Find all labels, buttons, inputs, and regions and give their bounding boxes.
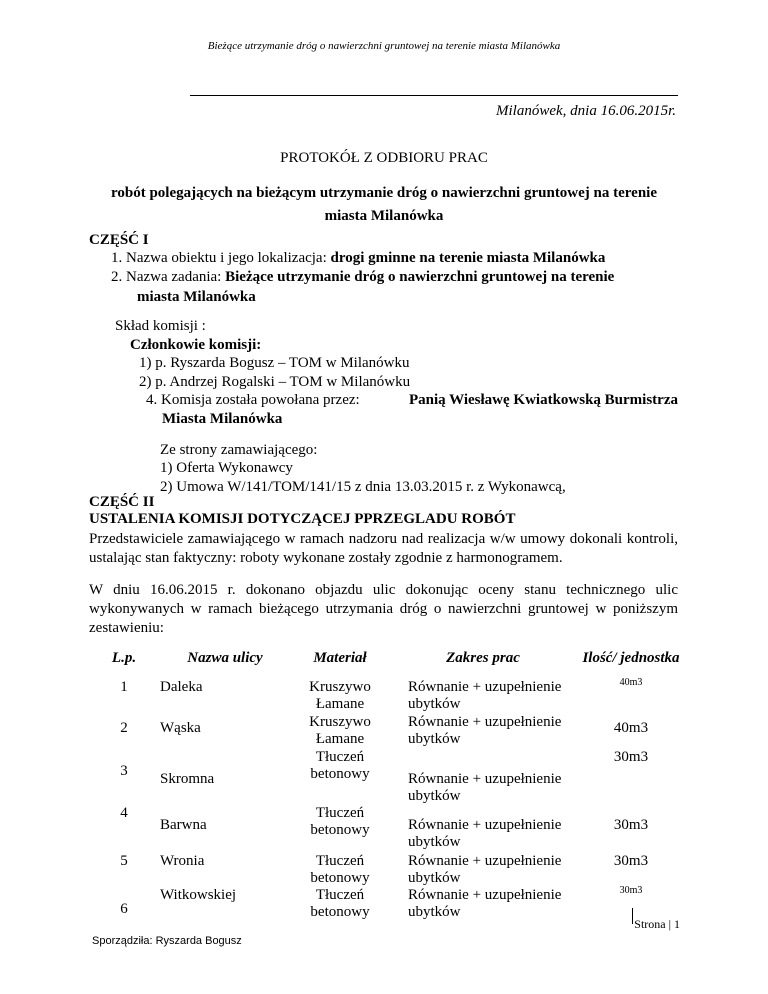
cell-street: Wąska bbox=[160, 720, 201, 736]
item4-label: 4. Komisja została powołana przez: bbox=[146, 392, 360, 408]
cell-material: Kruszywo Łamane bbox=[309, 679, 371, 712]
footer-divider bbox=[632, 908, 633, 924]
item2-value: Bieżące utrzymanie dróg o nawierzchni gruntowej na terenie bbox=[225, 269, 615, 285]
cell-lp: 6 bbox=[120, 901, 128, 917]
item4-value: Panią Wiesławę Kwiatkowską Burmistrza bbox=[408, 392, 678, 408]
cell-quantity: 40m3 bbox=[619, 677, 643, 688]
cell-material: Kruszywo Łamane bbox=[309, 714, 371, 747]
works-table bbox=[88, 637, 686, 921]
header-scope: Zakres prac bbox=[446, 649, 520, 666]
table-row bbox=[88, 853, 686, 887]
cell-quantity: 40m3 bbox=[613, 720, 649, 736]
cell-material: Tłuczeń betonowy bbox=[310, 749, 370, 782]
cell-scope: Równanie + uzupełnienie ubytków bbox=[408, 714, 562, 747]
client-label: Ze strony zamawiającego: bbox=[160, 442, 318, 458]
header-material: Materiał bbox=[313, 649, 367, 666]
table-row bbox=[88, 714, 686, 749]
cell-lp: 1 bbox=[120, 679, 128, 695]
members-label: Członkowie komisji: bbox=[130, 337, 262, 353]
client-doc-1: 1) Oferta Wykonawcy bbox=[160, 460, 293, 476]
header-divider bbox=[190, 95, 678, 96]
item1-label: Nazwa obiektu i jego lokalizacja: bbox=[126, 250, 331, 266]
cell-scope: Równanie + uzupełnienie ubytków bbox=[408, 817, 562, 850]
cell-scope: Równanie + uzupełnienie ubytków bbox=[408, 771, 562, 804]
header-quantity: Ilość/ jednostka bbox=[582, 649, 680, 666]
page-number: Strona | 1 bbox=[634, 917, 680, 931]
client-doc-2: 2) Umowa W/141/TOM/141/15 z dnia 13.03.2015 r. z Wykonawcą, bbox=[160, 479, 566, 495]
part1-heading: CZĘŚĆ I bbox=[89, 232, 149, 248]
cell-lp: 4 bbox=[120, 805, 128, 821]
table-row bbox=[88, 679, 686, 714]
item-number: 1. bbox=[111, 250, 126, 266]
member-2: 2) p. Andrzej Rogalski – TOM w Milanówku bbox=[139, 374, 411, 390]
cell-scope: Równanie + uzupełnienie ubytków bbox=[408, 853, 562, 886]
table-row bbox=[88, 749, 686, 805]
document-title: PROTOKÓŁ Z ODBIORU PRAC bbox=[280, 150, 488, 166]
cell-street: Daleka bbox=[160, 679, 203, 695]
cell-lp: 3 bbox=[120, 763, 128, 779]
item2-label: Nazwa zadania: bbox=[126, 269, 226, 285]
cell-lp: 2 bbox=[120, 720, 128, 736]
item4-value-cont: Miasta Milanówka bbox=[162, 411, 283, 427]
cell-street: Skromna bbox=[160, 771, 215, 787]
cell-material: Tłuczeń betonowy bbox=[310, 887, 370, 920]
place-date: Milanówek, dnia 16.06.2015r. bbox=[496, 103, 676, 119]
cell-quantity: 30m3 bbox=[619, 885, 643, 896]
part1-item-4 bbox=[146, 380, 678, 409]
part1-item-2 bbox=[111, 269, 614, 286]
part2-paragraph-2: W dniu 16.06.2015 r. dokonano objazdu ulic dokonując oceny stanu technicznego ulic wykonywanych w ramach bieżącego utrzymania dróg o nawierzchni gruntowej w poniższym zestawieniu: bbox=[89, 582, 678, 636]
table-row bbox=[88, 805, 686, 853]
part1-item-1 bbox=[111, 250, 605, 267]
cell-street: Wronia bbox=[160, 853, 205, 869]
page-header: Bieżące utrzymanie dróg o nawierzchni gruntowej na terenie miasta Milanówka bbox=[207, 40, 561, 52]
cell-scope: Równanie + uzupełnienie ubytków bbox=[408, 679, 562, 712]
cell-quantity: 30m3 bbox=[613, 853, 649, 869]
cell-scope: Równanie + uzupełnienie ubytków bbox=[408, 887, 562, 920]
table-header-row bbox=[88, 637, 686, 679]
cell-street: Barwna bbox=[160, 817, 207, 833]
cell-lp: 5 bbox=[120, 853, 128, 869]
footer-author: Sporządziła: Ryszarda Bogusz bbox=[92, 935, 242, 947]
item-number: 2. bbox=[111, 269, 126, 285]
cell-street: Witkowskiej bbox=[160, 887, 237, 903]
item1-value: drogi gminne na terenie miasta Milanówka bbox=[330, 250, 606, 266]
cell-material: Tłuczeń betonowy bbox=[310, 805, 370, 838]
member-1: 1) p. Ryszarda Bogusz – TOM w Milanówku bbox=[139, 355, 410, 371]
header-lp: L.p. bbox=[111, 649, 137, 666]
header-street: Nazwa ulicy bbox=[187, 649, 263, 666]
item4-line bbox=[146, 392, 678, 409]
item2-value-cont: miasta Milanówka bbox=[137, 289, 256, 305]
cell-quantity: 30m3 bbox=[613, 749, 649, 765]
cell-quantity: 30m3 bbox=[613, 817, 649, 833]
document-subtitle: robót polegających na bieżącym utrzymanie dróg o nawierzchni gruntowej na terenie miasta Milanówka bbox=[110, 185, 658, 224]
commission-label: Skład komisji : bbox=[115, 318, 206, 334]
cell-material: Tłuczeń betonowy bbox=[310, 853, 370, 886]
part2-heading: CZĘŚĆ II bbox=[89, 494, 155, 510]
part2-paragraph-1: Przedstawiciele zamawiającego w ramach nadzoru nad realizacja w/w umowy dokonali kontroli, ustalając stan faktyczny: roboty wykonane zostały zgodnie z harmonogramem. bbox=[89, 531, 678, 566]
part2-subheading: USTALENIA KOMISJI DOTYCZĄCEJ PPRZEGLADU ROBÓT bbox=[89, 511, 516, 527]
table-row bbox=[88, 887, 686, 921]
